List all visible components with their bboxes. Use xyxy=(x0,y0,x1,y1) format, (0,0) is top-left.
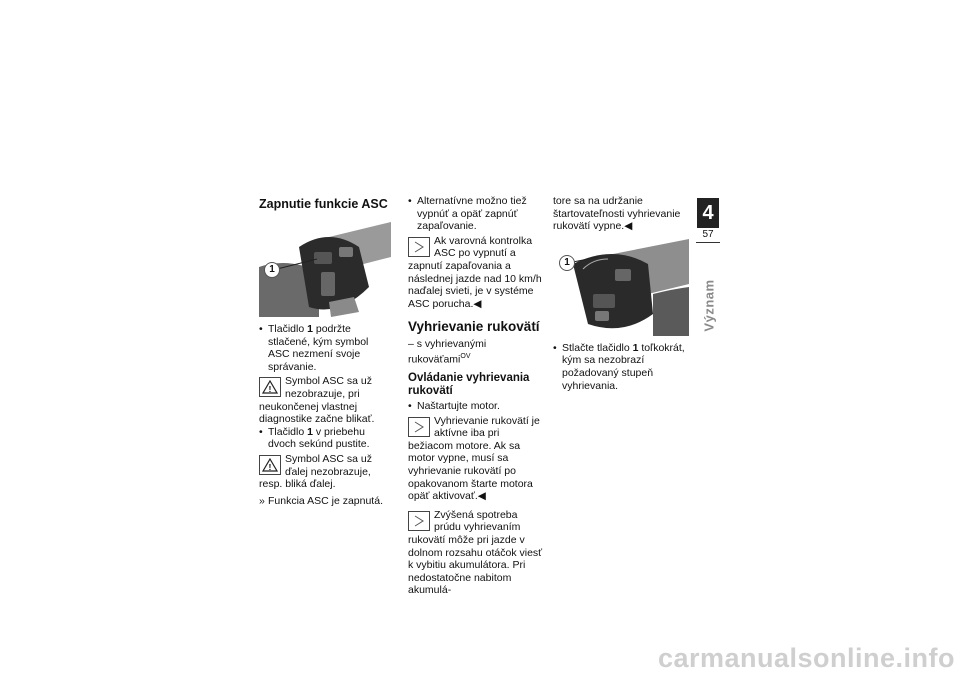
subheading-grip-control: Ovládanie vyhrievania rukovätí xyxy=(408,372,530,398)
chapter-number: 4 xyxy=(702,202,714,224)
section-title: Význam xyxy=(701,279,717,332)
result-asc-on: » Funkcia ASC je zapnutá. xyxy=(259,495,391,508)
heading-grip-heating: Vyhrievanie rukovätí xyxy=(408,319,540,335)
step-release-button: • Tlačidlo 1 v priebehu dvoch sekúnd pustite. xyxy=(259,426,391,451)
step-hold-button: • Tlačidlo 1 podržte stlačené, kým symbol ASC nezmení svoje správanie. xyxy=(259,323,391,373)
end-mark-icon: ◀ xyxy=(477,490,486,503)
chapter-sidebar xyxy=(697,198,719,348)
note-triangle-icon xyxy=(408,417,430,437)
step-start-engine: • Naštartujte motor. xyxy=(408,400,544,413)
column-3 xyxy=(553,195,689,392)
page-number: 57 xyxy=(702,229,714,240)
callout-1: 1 xyxy=(559,255,575,271)
note-asc-symbol: ! Symbol ASC sa už nezobrazuje, pri neukončenej vlastnej diagnostike začne blikať. xyxy=(259,375,375,426)
end-mark-icon: ◀ xyxy=(624,220,633,233)
asc-warning-icon xyxy=(259,455,281,475)
note-battery: Zvýšená spotreba prúdu vyhrievaním rukovätí môže pri jazde v dolnom rozsahu otáčok viesť k vybitiu akumulátora. Pri nedostatočne nabitom akumulá- xyxy=(408,508,543,597)
battery-note-continued: tore sa na udržanie štartovateľnosti vyhrievanie rukovätí vypne.◀ xyxy=(553,195,681,233)
handlebar-photo-heating xyxy=(553,239,689,336)
note-asc-symbol-2: ! Symbol ASC sa už ďalej nezobrazuje, resp. bliká ďalej. xyxy=(259,452,372,491)
svg-text:!: ! xyxy=(268,462,272,472)
step-ignition: • Alternatívne možno tiež vypnúť a opäť zapnúť zapaľovanie. xyxy=(408,195,544,233)
note-triangle-icon xyxy=(408,511,430,531)
divider xyxy=(696,242,720,243)
handlebar-illustration xyxy=(553,239,689,336)
note-triangle-icon xyxy=(408,237,430,257)
svg-text:!: ! xyxy=(268,385,272,395)
handlebar-photo-asc xyxy=(259,217,391,317)
column-2 xyxy=(408,195,544,597)
step-press-button: • Stlačte tlačidlo 1 toľkokrát, kým sa nezobrazí požadovaný stupeň vyhrievania. xyxy=(553,342,689,392)
callout-1: 1 xyxy=(264,262,280,278)
equipment-line: – s vyhrievanými rukoväťami$^{OV}$ xyxy=(408,338,487,366)
asc-warning-icon xyxy=(259,377,281,397)
column-1 xyxy=(259,195,391,507)
end-mark-icon: ◀ xyxy=(473,297,482,310)
watermark: carmanualsonline.info xyxy=(657,643,955,673)
note-engine-running: Vyhrievanie rukovätí je aktívne iba pri bežiacom motore. Ak sa motor vypne, musí sa vyhrievanie rukovätí po opakovanom štarte motora opäť aktivovať.◀ xyxy=(408,414,540,503)
heading-asc-on: Zapnutie funkcie ASC xyxy=(259,197,388,211)
note-asc-fault: Ak varovná kontrolka ASC po vypnutí a zapnutí zapaľovania a následnej jazde nad 10 km/h naďalej svieti, je v systéme ASC porucha.◀ xyxy=(408,234,542,310)
